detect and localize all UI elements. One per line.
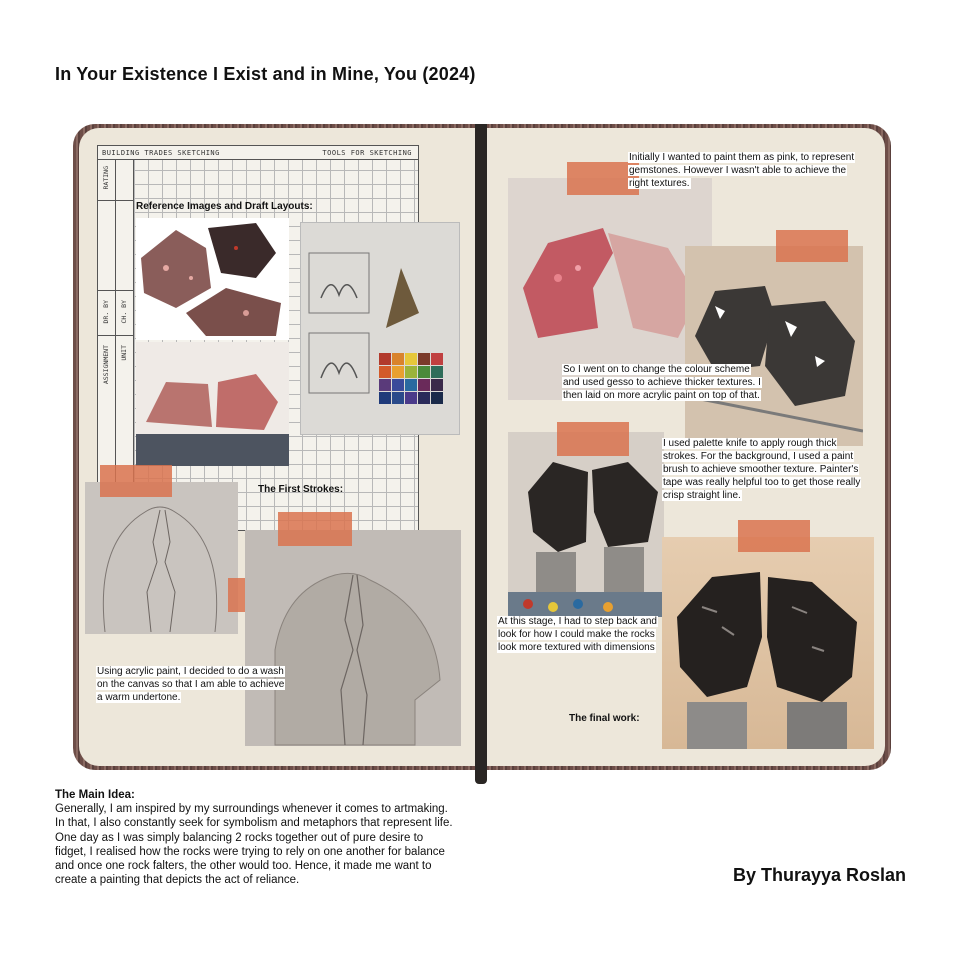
wash-caption-text: Using acrylic paint, I decided to do a wash on the canvas so that I am able to achieve a warm undertone.: [97, 666, 285, 703]
assignment-label: ASSIGNMENT: [102, 345, 110, 385]
reference-balanced-rocks-photo: [136, 342, 289, 466]
reference-caption: Reference Images and Draft Layouts:: [136, 201, 313, 212]
draft-sketches-photo: [300, 222, 460, 435]
pink-caption: [628, 151, 868, 190]
author-credit: By Thurayya Roslan: [733, 865, 907, 885]
tape-strip: [100, 465, 172, 497]
unit-label: UNIT: [120, 345, 128, 361]
palette-knife-caption-text: I used palette knife to apply rough thick strokes. For the background, I used a paint brush to achieve smoother texture. Painter's tape was really helpful too to get those really crisp straight line.: [663, 438, 861, 501]
main-idea-block: [55, 788, 455, 887]
main-idea-body: Generally, I am inspired by my surroundings whenever it comes to artmaking. In that, I also constantly seek for symbolism and metaphors that represent life. One day as I was simply balancing 2 rocks together out of pure desire to fidget, I realised how the rocks were trying to rely on one another for balance and once one rock falters, the other would too. Hence, it made me want to create a painting that depicts the act of reliance.: [55, 803, 453, 887]
reference-rocks-photo: [136, 218, 289, 340]
final-work-photo: [662, 537, 874, 749]
tape-strip: [557, 422, 629, 456]
main-idea-heading: The Main Idea:: [55, 789, 135, 801]
colour-scheme-caption: [562, 363, 762, 402]
tape-strip: [278, 512, 352, 546]
notebook-spine: [475, 124, 487, 784]
ch-by-label: CH. BY: [120, 300, 128, 324]
sheet-header-left: BUILDING TRADES SKETCHING: [102, 149, 220, 157]
gesso-rocks-photo: [685, 246, 863, 446]
sheet-header-right: TOOLS FOR SKETCHING: [322, 149, 412, 157]
wash-canvas-photo: [245, 530, 461, 746]
dr-by-label: DR. BY: [102, 300, 110, 324]
rating-label: RATING: [102, 166, 110, 190]
step-back-caption-text: At this stage, I had to step back and look for how I could make the rocks look more textured with dimensions: [498, 616, 657, 653]
step-back-caption: [497, 615, 657, 654]
wash-caption: [96, 665, 288, 704]
tape-strip: [738, 520, 810, 552]
colour-scheme-caption-text: So I went on to change the colour scheme and used gesso to achieve thicker textures. I then laid on more acrylic paint on top of that.: [563, 364, 761, 401]
tape-strip: [776, 230, 848, 262]
first-strokes-canvas-photo: [85, 482, 238, 634]
pink-caption-text: Initially I wanted to paint them as pink, to represent gemstones. However I wasn't able to achieve the right textures.: [629, 152, 855, 189]
page-title: In Your Existence I Exist and in Mine, You (2024): [55, 64, 476, 84]
first-strokes-caption: The First Strokes:: [258, 484, 344, 495]
palette-knife-photo: [508, 432, 664, 617]
sheet-header: [98, 146, 418, 160]
final-work-caption: The final work:: [569, 713, 640, 724]
palette-knife-caption: [662, 437, 862, 502]
